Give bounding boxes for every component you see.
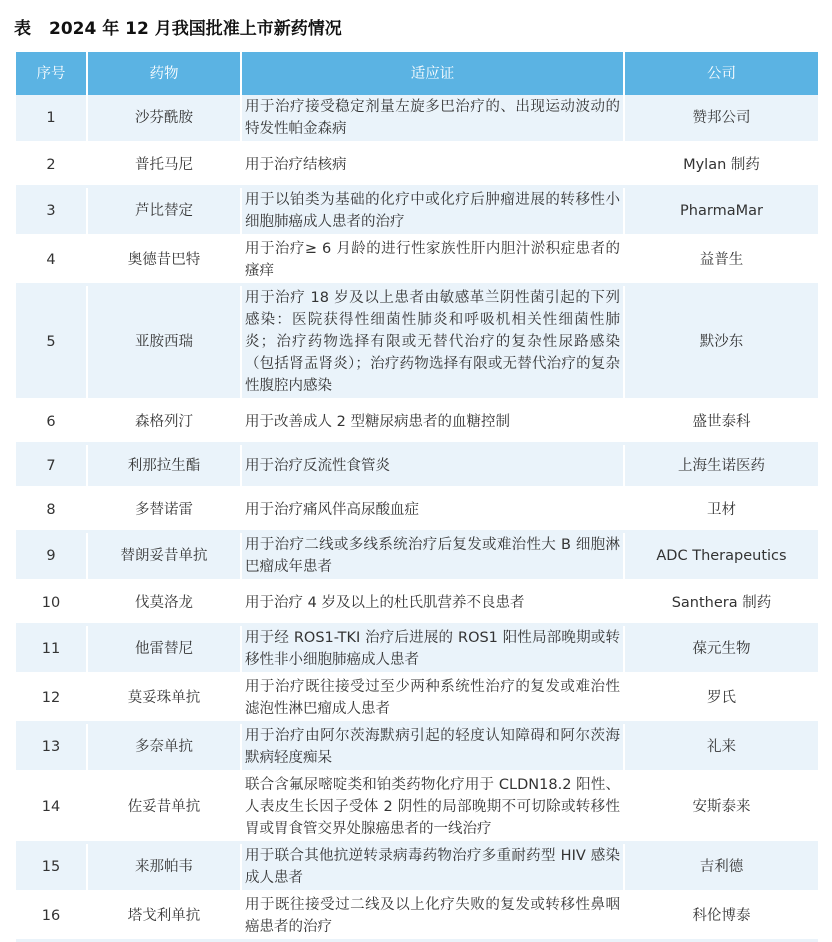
cell-no: 10 [16,581,87,625]
table-row [16,488,818,532]
cell-indication: 用于经 ROS1-TKI 治疗后进展的 ROS1 阳性局部晚期或转移性非小细胞肺癌成人患者 [241,625,624,674]
cell-indication: 用于治疗 18 岁及以上患者由敏感革兰阴性菌引起的下列感染：医院获得性细菌性肺炎和呼吸机相关性细菌性肺炎；治疗药物选择有限或无替代治疗的复杂性尿路感染（包括肾盂肾炎）；治疗药物选择有限或无替代治疗的复杂性腹腔内感染 [241,285,624,400]
cell-company: 礼来 [624,723,818,772]
table-row [16,674,818,723]
cell-indication: 用于治疗≥ 6 月龄的进行性家族性肝内胆汁淤积症患者的瘙痒 [241,236,624,285]
cell-company: 吉利德 [624,843,818,892]
header-drug: 药物 [87,52,241,95]
cell-company: 赞邦公司 [624,95,818,143]
table-row [16,625,818,674]
cell-company: 上海生诺医药 [624,444,818,488]
cell-company: 安斯泰来 [624,772,818,843]
table-row [16,285,818,400]
cell-drug: 芦比替定 [87,187,241,236]
table-title [14,14,342,39]
table-header-row [16,52,818,95]
cell-company: 默沙东 [624,285,818,400]
cell-indication: 用于改善成人 2 型糖尿病患者的血糖控制 [241,400,624,444]
cell-no: 9 [16,532,87,581]
cell-no: 4 [16,236,87,285]
cell-drug: 普托马尼 [87,143,241,187]
cell-indication: 联合含氟尿嘧啶类和铂类药物化疗用于 CLDN18.2 阳性、人表皮生长因子受体 2 阴性的局部晚期不可切除或转移性胃或胃食管交界处腺癌患者的一线治疗 [241,772,624,843]
cell-no: 3 [16,187,87,236]
new-drugs-table [16,52,818,942]
cell-indication: 用于治疗由阿尔茨海默病引起的轻度认知障碍和阿尔茨海默病轻度痴呆 [241,723,624,772]
table-row [16,400,818,444]
table-row [16,892,818,941]
cell-indication: 用于以铂类为基础的化疗中或化疗后肿瘤进展的转移性小细胞肺癌成人患者的治疗 [241,187,624,236]
cell-drug: 利那拉生酯 [87,444,241,488]
cell-no: 2 [16,143,87,187]
table-row [16,187,818,236]
cell-indication: 用于治疗二线或多线系统治疗后复发或难治性大 B 细胞淋巴瘤成年患者 [241,532,624,581]
table-row [16,532,818,581]
cell-no: 6 [16,400,87,444]
cell-drug: 沙芬酰胺 [87,95,241,143]
cell-indication: 用于治疗痛风伴高尿酸血症 [241,488,624,532]
header-company: 公司 [624,52,818,95]
cell-drug: 亚胺西瑞 [87,285,241,400]
cell-drug: 多奈单抗 [87,723,241,772]
cell-no: 7 [16,444,87,488]
cell-no: 8 [16,488,87,532]
table-row [16,143,818,187]
table-row [16,444,818,488]
cell-no: 11 [16,625,87,674]
cell-company: 罗氏 [624,674,818,723]
header-no: 序号 [16,52,87,95]
table-row [16,772,818,843]
cell-indication: 用于治疗接受稳定剂量左旋多巴治疗的、出现运动波动的特发性帕金森病 [241,95,624,143]
cell-indication: 用于治疗 4 岁及以上的杜氏肌营养不良患者 [241,581,624,625]
table-row [16,95,818,143]
cell-no: 12 [16,674,87,723]
cell-drug: 奥德昔巴特 [87,236,241,285]
cell-indication: 用于治疗结核病 [241,143,624,187]
cell-no: 15 [16,843,87,892]
cell-drug: 来那帕韦 [87,843,241,892]
cell-company: Santhera 制药 [624,581,818,625]
cell-no: 14 [16,772,87,843]
table-row [16,723,818,772]
header-indication: 适应证 [241,52,624,95]
cell-no: 16 [16,892,87,941]
table-row [16,843,818,892]
cell-drug: 塔戈利单抗 [87,892,241,941]
cell-drug: 多替诺雷 [87,488,241,532]
cell-company: 卫材 [624,488,818,532]
cell-indication: 用于治疗反流性食管炎 [241,444,624,488]
cell-drug: 替朗妥昔单抗 [87,532,241,581]
cell-company: 益普生 [624,236,818,285]
cell-no: 13 [16,723,87,772]
cell-company: 科伦博泰 [624,892,818,941]
cell-indication: 用于联合其他抗逆转录病毒药物治疗多重耐药型 HIV 感染成人患者 [241,843,624,892]
cell-no: 5 [16,285,87,400]
cell-company: Mylan 制药 [624,143,818,187]
cell-indication: 用于治疗既往接受过至少两种系统性治疗的复发或难治性滤泡性淋巴瘤成人患者 [241,674,624,723]
cell-drug: 他雷替尼 [87,625,241,674]
table-row [16,581,818,625]
cell-indication: 用于既往接受过二线及以上化疗失败的复发或转移性鼻咽癌患者的治疗 [241,892,624,941]
table-row [16,236,818,285]
table-caption-tag: 表 [14,19,31,39]
cell-company: PharmaMar [624,187,818,236]
cell-company: 盛世泰科 [624,400,818,444]
cell-no: 1 [16,95,87,143]
cell-company: ADC Therapeutics [624,532,818,581]
cell-drug: 莫妥珠单抗 [87,674,241,723]
cell-drug: 森格列汀 [87,400,241,444]
table-caption-text: 2024 年 12 月我国批准上市新药情况 [49,19,342,39]
cell-drug: 伐莫洛龙 [87,581,241,625]
cell-drug: 佐妥昔单抗 [87,772,241,843]
cell-company: 葆元生物 [624,625,818,674]
